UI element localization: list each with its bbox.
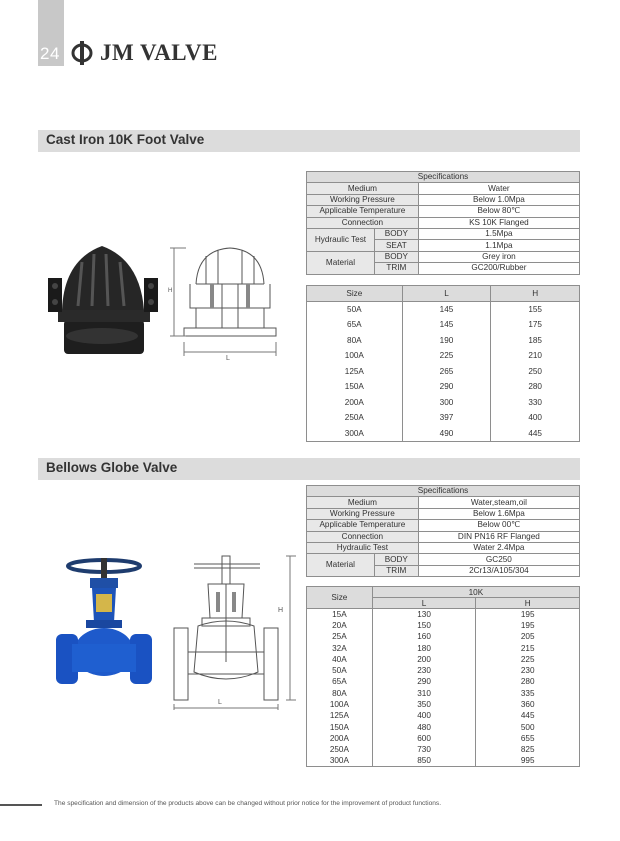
dims-cell: 130 — [372, 609, 476, 620]
dims-cell: 225 — [476, 654, 580, 665]
brand — [70, 38, 218, 68]
spec-label: Medium — [307, 183, 419, 194]
dims-cell: 655 — [476, 733, 580, 744]
jm-valve-logo-icon — [70, 40, 94, 66]
dims-cell: 250A — [307, 744, 373, 755]
spec-table-globe-valve — [306, 485, 580, 577]
dims-cell: 300A — [307, 426, 403, 442]
dims-cell: 155 — [491, 302, 580, 318]
spec-value: Below 80℃ — [418, 206, 579, 217]
dims-cell: 490 — [402, 426, 491, 442]
dims-header-size: Size — [307, 286, 403, 302]
section-header-globe-valve — [38, 458, 580, 480]
dims-cell: 290 — [402, 379, 491, 395]
dims-cell: 50A — [307, 665, 373, 676]
dims-cell: 300 — [402, 395, 491, 411]
spec-heading: Specifications — [307, 486, 580, 497]
dims-cell: 200A — [307, 733, 373, 744]
dims-cell: 280 — [491, 379, 580, 395]
dims-cell: 330 — [491, 395, 580, 411]
footer-note: The specification and dimension of the products above can be changed without prior notice for the improvement of product functions. — [54, 800, 442, 807]
spec-label: Material — [307, 251, 375, 274]
dims-header-l: L — [402, 286, 491, 302]
dims-table-globe-valve — [306, 586, 580, 767]
dims-cell: 230 — [372, 665, 476, 676]
dims-cell: 230 — [476, 665, 580, 676]
dims-cell: 850 — [372, 755, 476, 766]
dims-cell: 15A — [307, 609, 373, 620]
dims-cell: 445 — [491, 426, 580, 442]
spec-label: Hydraulic Test — [307, 542, 419, 553]
dims-cell: 290 — [372, 676, 476, 687]
dims-cell: 125A — [307, 364, 403, 380]
section-header-foot-valve — [38, 130, 580, 152]
dims-cell: 205 — [476, 631, 580, 642]
spec-label: Hydraulic Test — [307, 228, 375, 251]
dims-cell: 80A — [307, 688, 373, 699]
dims-header-size: Size — [307, 587, 373, 609]
globe-valve-photo — [46, 552, 162, 702]
dims-cell: 335 — [476, 688, 580, 699]
section-title: Cast Iron 10K Foot Valve — [46, 132, 205, 147]
dims-cell: 65A — [307, 317, 403, 333]
dims-header-h: H — [491, 286, 580, 302]
spec-heading: Specifications — [307, 172, 580, 183]
spec-value: GC250 — [418, 554, 579, 565]
footer-rule — [0, 804, 42, 806]
dims-cell: 190 — [402, 333, 491, 349]
dims-cell: 185 — [491, 333, 580, 349]
spec-label: Material — [307, 554, 375, 577]
spec-value: KS 10K Flanged — [418, 217, 579, 228]
spec-sublabel: SEAT — [374, 240, 418, 251]
dims-cell: 150 — [372, 620, 476, 631]
spec-value: Below 00℃ — [418, 520, 579, 531]
spec-label: Connection — [307, 217, 419, 228]
spec-value: GC200/Rubber — [418, 263, 579, 274]
spec-label: Applicable Temperature — [307, 520, 419, 531]
dims-cell: 215 — [476, 642, 580, 653]
height-label: H — [168, 288, 173, 294]
foot-valve-photo — [44, 240, 162, 360]
spec-value: Water — [418, 183, 579, 194]
dims-cell: 250A — [307, 410, 403, 426]
dims-cell: 32A — [307, 642, 373, 653]
dims-cell: 730 — [372, 744, 476, 755]
dims-cell: 200A — [307, 395, 403, 411]
length-label: L — [218, 699, 222, 706]
dims-cell: 280 — [476, 676, 580, 687]
length-label: L — [226, 355, 230, 362]
spec-table-foot-valve — [306, 171, 580, 275]
spec-value: Water 2.4Mpa — [418, 542, 579, 553]
dims-cell: 160 — [372, 631, 476, 642]
dims-header-h: H — [476, 598, 580, 609]
dims-cell: 40A — [307, 654, 373, 665]
page-number: 24 — [40, 44, 60, 63]
dims-cell: 825 — [476, 744, 580, 755]
dims-cell: 150A — [307, 721, 373, 732]
spec-value: 2Cr13/A105/304 — [418, 565, 579, 576]
spec-sublabel: BODY — [374, 228, 418, 239]
spec-value: Below 1.6Mpa — [418, 508, 579, 519]
dims-cell: 480 — [372, 721, 476, 732]
section-title: Bellows Globe Valve — [46, 460, 178, 475]
dims-cell: 195 — [476, 620, 580, 631]
dims-cell: 100A — [307, 699, 373, 710]
spec-label: Connection — [307, 531, 419, 542]
dims-cell: 397 — [402, 410, 491, 426]
dims-cell: 310 — [372, 688, 476, 699]
spec-value: 1.1Mpa — [418, 240, 579, 251]
dims-cell: 300A — [307, 755, 373, 766]
spec-value: Water,steam,oil — [418, 497, 579, 508]
dims-cell: 100A — [307, 348, 403, 364]
spec-sublabel: BODY — [374, 554, 418, 565]
dims-cell: 250 — [491, 364, 580, 380]
spec-label: Medium — [307, 497, 419, 508]
spec-label: Applicable Temperature — [307, 206, 419, 217]
dims-cell: 995 — [476, 755, 580, 766]
dims-cell: 145 — [402, 317, 491, 333]
spec-sublabel: TRIM — [374, 263, 418, 274]
dims-table-foot-valve — [306, 285, 580, 442]
spec-value: Below 1.0Mpa — [418, 194, 579, 205]
dims-cell: 180 — [372, 642, 476, 653]
spec-sublabel: TRIM — [374, 565, 418, 576]
dims-cell: 195 — [476, 609, 580, 620]
dims-cell: 200 — [372, 654, 476, 665]
spec-value: 1.5Mpa — [418, 228, 579, 239]
dims-cell: 360 — [476, 699, 580, 710]
dims-cell: 65A — [307, 676, 373, 687]
dims-header-group: 10K — [372, 587, 579, 598]
spec-value: DIN PN16 RF Flanged — [418, 531, 579, 542]
spec-label: Working Pressure — [307, 508, 419, 519]
dims-cell: 20A — [307, 620, 373, 631]
dims-cell: 80A — [307, 333, 403, 349]
dims-cell: 400 — [491, 410, 580, 426]
brand-name: JM VALVE — [100, 40, 218, 65]
globe-valve-drawing — [168, 552, 298, 712]
dims-cell: 265 — [402, 364, 491, 380]
dims-cell: 350 — [372, 699, 476, 710]
dims-cell: 175 — [491, 317, 580, 333]
dims-cell: 125A — [307, 710, 373, 721]
dims-cell: 210 — [491, 348, 580, 364]
dims-cell: 225 — [402, 348, 491, 364]
spec-label: Working Pressure — [307, 194, 419, 205]
dims-cell: 500 — [476, 721, 580, 732]
dims-cell: 400 — [372, 710, 476, 721]
dims-cell: 445 — [476, 710, 580, 721]
dims-cell: 145 — [402, 302, 491, 318]
height-label: H — [278, 607, 284, 614]
dims-cell: 150A — [307, 379, 403, 395]
dims-cell: 25A — [307, 631, 373, 642]
dims-cell: 50A — [307, 302, 403, 318]
dims-cell: 600 — [372, 733, 476, 744]
dims-header-l: L — [372, 598, 476, 609]
foot-valve-drawing — [166, 244, 294, 368]
spec-sublabel: BODY — [374, 251, 418, 262]
spec-value: Grey iron — [418, 251, 579, 262]
